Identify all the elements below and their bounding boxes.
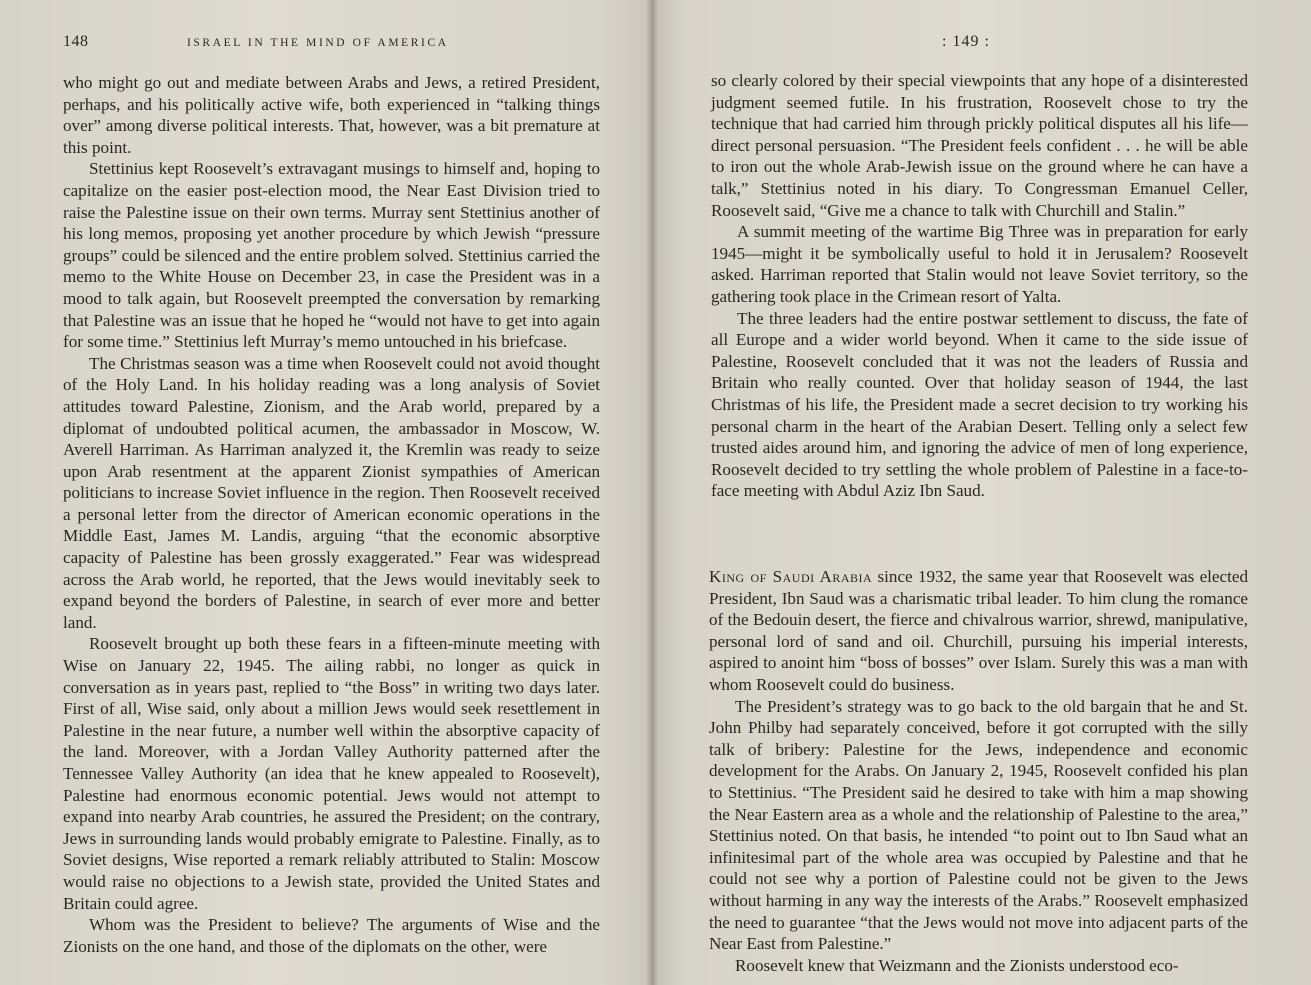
left-page-body bbox=[63, 72, 600, 957]
small-caps-lead: King of Saudi Arabia bbox=[709, 567, 873, 586]
left-page bbox=[0, 0, 652, 985]
page-number-right: : 149 : bbox=[942, 33, 990, 50]
paragraph: The President’s strategy was to go back to the old bargain that he and St. John Philby had separately conceived, before it got corrupted with the silly talk of bribery: Palestine for the Jews, independence and economic development for the Arabs. On January 2, 1945, Roosevelt confided his plan to Stettinius. “The President said he desired to take with him a map showing the Near Eastern area as a whole and the relationship of Palestine to the area,” Stettinius noted. On that basis, he intended “to point out to Ibn Saud what an infinitesimal part of the whole area was occupied by Palestine and that he could not see why a portion of Palestine could not be given to the Jews without harming in any way the interests of the Arabs.” Roosevelt emphasized the need to guarantee “that the Jews would not move into adjacent parts of the Near East from Palestine.” bbox=[709, 696, 1248, 954]
paragraph: Stettinius kept Roosevelt’s extravagant musings to himself and, hoping to capitalize on the easier post-election mood, the Near East Division tried to raise the Palestine issue on their own terms. Murray sent Stettinius another of his long memos, proposing yet another procedure by which Jewish “pressure groups” could be silenced and the entire problem solved. Stettinius carried the memo to the White House on December 23, in case the President was in a mood to talk again, but Roosevelt preempted the conversation by remarking that Palestine was an issue that he hoped he “would not have to get into again for some time.” Stettinius left Murray’s memo untouched in his briefcase. bbox=[63, 159, 600, 352]
right-page-body-top bbox=[711, 70, 1248, 502]
paragraph: Roosevelt knew that Weizmann and the Zionists understood eco- bbox=[735, 955, 1179, 975]
section-opening-paragraph bbox=[709, 566, 1248, 696]
paragraph: so clearly colored by their special viewpoints that any hope of a disinterested judgment seemed futile. In his frustration, Roosevelt chose to try the technique that had carried him through prickly political disputes all his life—direct personal persuasion. “The President feels confident . . . he will be able to iron out the whole Arab-Jewish issue on the ground where he can have a talk,” Stettinius noted in his diary. To Congressman Emanuel Celler, Roosevelt said, “Give me a chance to talk with Churchill and Stalin.” bbox=[711, 71, 1248, 220]
paragraph: The three leaders had the entire postwar settlement to discuss, the fate of all Europe and a wider world beyond. When it came to the side issue of Palestine, Roosevelt concluded that it was not the leaders of Russia and Britain who really counted. Over that holiday season of 1944, the last Christmas of his life, the President made a secret decision to try working his personal charm in the heart of the Arabian Desert. Telling only a select few trusted aides around him, and ignoring the advice of men of long experience, Roosevelt decided to try settling the whole problem of Palestine in a face-to-face meeting with Abdul Aziz Ibn Saud. bbox=[711, 308, 1248, 501]
page-number-left: 148 bbox=[63, 33, 89, 50]
paragraph: Roosevelt brought up both these fears in a fifteen-minute meeting with Wise on January 22, 1945. The ailing rabbi, no longer as quick in conversation as in years past, replied to “the Boss” in writing two days later. First of all, Wise said, only about a million Jews would seek resettlement in Palestine in the near future, a number well within the absorptive capacity of the land. Moreover, with a Jordan Valley Authority patterned after the Tennessee Valley Authority (an idea that he knew appealed to Roosevelt), Palestine had enormous economic potential. Jews would not attempt to expand into nearby Arab countries, he assured the President; on the contrary, Jews in surrounding lands would probably emigrate to Palestine. Finally, as to Soviet designs, Wise reported a remark reliably attributed to Stalin: Moscow would raise no objections to a Jewish state, provided the United States and Britain could agree. bbox=[63, 634, 600, 913]
paragraph-text: since 1932, the same year that Roosevelt was elected President, Ibn Saud was a charismatic tribal leader. To him clung the romance of the Bedouin desert, the fierce and chivalrous warrior, shrewd, manipulative, personal lord of sand and oil. Churchill, pursuing his imperial interests, aspired to anoint him “boss of bosses” over Islam. Surely this was a man with whom Roosevelt could do business. bbox=[709, 567, 1248, 694]
right-page bbox=[652, 0, 1311, 985]
running-head: ISRAEL IN THE MIND OF AMERICA bbox=[187, 37, 449, 49]
book-gutter bbox=[646, 0, 658, 985]
paragraph: who might go out and mediate between Arabs and Jews, a retired President, perhaps, and his politically active wife, both experienced in “talking things over” among diverse political interests. That, however, was a bit premature at this point. bbox=[63, 73, 600, 157]
paragraph: The Christmas season was a time when Roosevelt could not avoid thought of the Holy Land. In his holiday reading was a long analysis of Soviet attitudes toward Palestine, Zionism, and the Arab world, prepared by a diplomat of undoubted political acumen, the ambassador in Moscow, W. Averell Harriman. As Harriman analyzed it, the Kremlin was ready to seize upon Arab resentment at the apparent Zionist sympathies of American politicians to increase Soviet influence in the region. Then Roosevelt received a personal letter from the director of American economic operations in the Middle East, James M. Landis, arguing “that the economic absorptive capacity of Palestine has been grossly exaggerated.” Fear was widespread across the Arab world, he reported, that the Jews would inevitably seek to expand beyond the borders of Palestine, in search of ever more and better land. bbox=[63, 353, 600, 632]
right-page-body-section bbox=[709, 566, 1248, 976]
paragraph: A summit meeting of the wartime Big Three was in preparation for early 1945—might it be symbolically useful to hold it in Jerusalem? Roosevelt asked. Harriman reported that Stalin would not leave Soviet territory, so the gathering took place in the Crimean resort of Yalta. bbox=[711, 222, 1248, 306]
paragraph: Whom was the President to believe? The arguments of Wise and the Zionists on the one hand, and those of the diplomats on the other, were bbox=[63, 915, 600, 956]
